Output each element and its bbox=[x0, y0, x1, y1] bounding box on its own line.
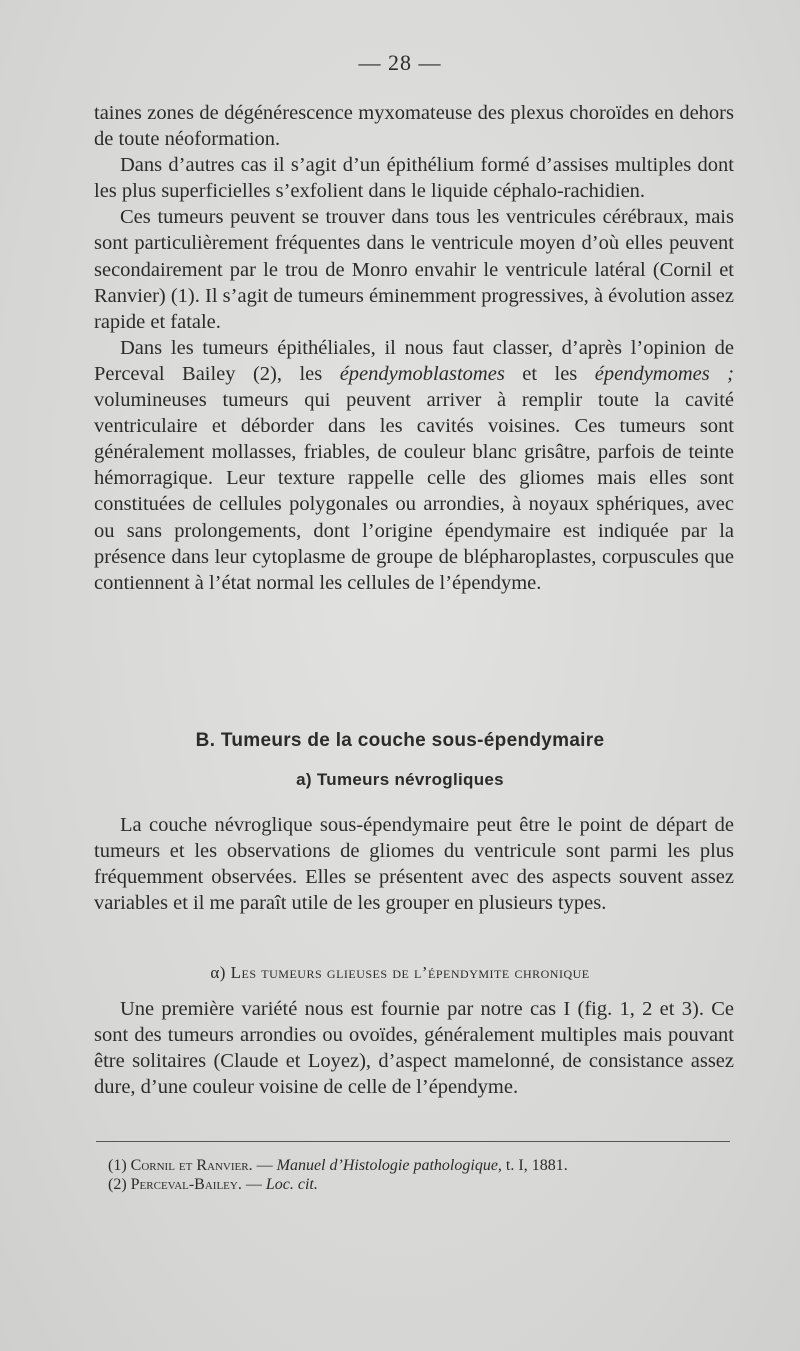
footnote-dash: — bbox=[245, 1176, 262, 1193]
body-text-section-2 bbox=[94, 812, 734, 916]
footnote-number: (1) bbox=[108, 1157, 127, 1174]
ependymo-text-after: volumineuses tumeurs qui peuvent arriver à remplir toute la cavité ventriculaire et déborder dans les cavités voisines. Ces tumeurs sont généralement mollasses, friables, de couleur blanc grisâtre, parfois de teinte hémorragique. Leur texture rappelle celle des gliomes mais elles sont constituées de cellules polygonales ou arrondies, à noyaux sphériques, avec ou sans prolongements, dont l’origine épendymaire est indiquée par la présence dans leur cytoplasme de groupe de blépharoplastes, corpuscules que contiennent à l’état normal les cellules de l’épendyme. bbox=[94, 389, 734, 594]
paragraph-ependymomes bbox=[94, 335, 734, 596]
footnote-authors: Cornil et Ranvier. bbox=[130, 1157, 253, 1174]
paragraph-ventricules: Ces tumeurs peuvent se trouver dans tous les ventricules cérébraux, mais sont particulièrement fréquentes dans le ventricule moyen d’où elles peuvent secondairement par le trou de Monro envahir le ventricule latéral (Cornil et Ranvier) (1). Il s’agit de tumeurs éminemment progressives, à évolution assez rapide et fatale. bbox=[94, 206, 734, 333]
footnote-authors: Perceval-Bailey. bbox=[130, 1176, 242, 1193]
footnote-divider bbox=[96, 1141, 730, 1142]
alpha-title: Les tumeurs glieuses de l’épendymite chronique bbox=[230, 963, 590, 982]
footnote-2 bbox=[108, 1175, 728, 1194]
footnotes bbox=[108, 1156, 728, 1194]
page-number: — 28 — bbox=[358, 50, 442, 75]
ependymo-text-before: Dans les tumeurs épithéliales, il nous faut classer, d’après l’opinion de Perceval Bailey (2), les bbox=[94, 336, 734, 385]
footnote-title: Loc. cit. bbox=[265, 1176, 318, 1193]
paragraph-nevroglique: La couche névroglique sous-épendymaire peut être le point de départ de tumeurs et les observations de gliomes du ventricule sont parmi les plus fréquemment observées. Elles se présentent avec des aspects souvent assez variables et il me paraît utile de les grouper en plusieurs types. bbox=[94, 814, 734, 915]
term-ependymomes: épendymomes ; bbox=[594, 362, 735, 385]
subsection-a-heading: a) Tumeurs névrogliques bbox=[296, 770, 504, 789]
footnote-title: Manuel d’Histologie pathologique, bbox=[276, 1157, 502, 1174]
term-ependymoblastomes: épendymoblastomes bbox=[339, 362, 505, 385]
footnote-rest: t. I, 1881. bbox=[505, 1157, 568, 1174]
ependymo-text-mid: et les bbox=[522, 362, 578, 385]
paragraph-epithelium: Dans d’autres cas il s’agit d’un épithélium formé d’assises multiples dont les plus superficielles s’exfolient dans le liquide céphalo-rachidien. bbox=[94, 154, 734, 203]
subsection-alpha-heading bbox=[0, 963, 800, 983]
body-text-section-1 bbox=[94, 100, 734, 596]
paragraph-continuation: taines zones de dégénérescence myxomateuse des plexus choroïdes en dehors de toute néoformation. bbox=[94, 102, 734, 151]
footnote-dash: — bbox=[256, 1157, 273, 1174]
section-b-heading: B. Tumeurs de la couche sous-épendymaire bbox=[195, 730, 605, 751]
footnote-number: (2) bbox=[108, 1176, 127, 1193]
paragraph-premiere-variete: Une première variété nous est fournie par notre cas I (fig. 1, 2 et 3). Ce sont des tumeurs arrondies ou ovoïdes, généralement multiples mais pouvant être solitaires (Claude et Loyez), d’aspect mamelonné, de consistance assez dure, d’une couleur voisine de celle de l’épendyme. bbox=[94, 998, 734, 1099]
body-text-section-3 bbox=[94, 996, 734, 1100]
footnote-1 bbox=[108, 1156, 728, 1175]
alpha-prefix: α) bbox=[210, 963, 226, 982]
